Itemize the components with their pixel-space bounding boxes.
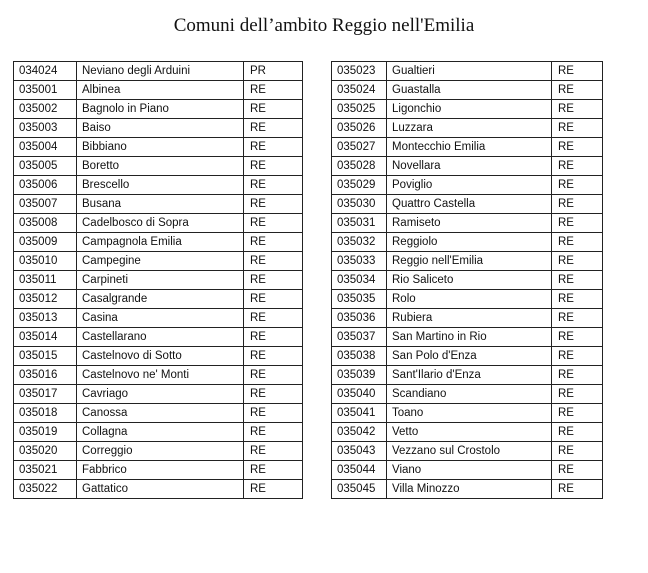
- municipality-name-cell: Toano: [387, 404, 552, 423]
- province-cell: RE: [244, 290, 303, 309]
- province-cell: RE: [244, 366, 303, 385]
- municipality-name-cell: Quattro Castella: [387, 195, 552, 214]
- municipality-name-cell: Collagna: [77, 423, 244, 442]
- province-cell: RE: [552, 328, 603, 347]
- province-cell: RE: [244, 195, 303, 214]
- municipality-name-cell: Gattatico: [77, 480, 244, 499]
- istat-code-cell: 035029: [332, 176, 387, 195]
- province-cell: RE: [552, 195, 603, 214]
- municipality-name-cell: Rolo: [387, 290, 552, 309]
- istat-code-cell: 035037: [332, 328, 387, 347]
- province-cell: RE: [552, 138, 603, 157]
- province-cell: RE: [552, 480, 603, 499]
- province-cell: RE: [552, 252, 603, 271]
- table-row: [332, 252, 603, 271]
- istat-code-cell: 035002: [14, 100, 77, 119]
- province-cell: RE: [552, 385, 603, 404]
- province-cell: RE: [244, 423, 303, 442]
- municipality-name-cell: Gualtieri: [387, 62, 552, 81]
- istat-code-cell: 035032: [332, 233, 387, 252]
- table-row: [332, 119, 603, 138]
- municipality-name-cell: Scandiano: [387, 385, 552, 404]
- province-cell: RE: [552, 100, 603, 119]
- municipality-name-cell: Montecchio Emilia: [387, 138, 552, 157]
- province-cell: RE: [552, 366, 603, 385]
- province-cell: RE: [552, 157, 603, 176]
- province-cell: RE: [552, 347, 603, 366]
- municipality-name-cell: Poviglio: [387, 176, 552, 195]
- province-cell: RE: [552, 461, 603, 480]
- istat-code-cell: 035034: [332, 271, 387, 290]
- table-row: [14, 461, 303, 480]
- municipality-name-cell: Campagnola Emilia: [77, 233, 244, 252]
- table-row: [14, 328, 303, 347]
- table-row: [14, 442, 303, 461]
- istat-code-cell: 035014: [14, 328, 77, 347]
- istat-code-cell: 035009: [14, 233, 77, 252]
- province-cell: RE: [552, 442, 603, 461]
- table-row: [332, 385, 603, 404]
- table-row: [332, 157, 603, 176]
- table-row: [14, 347, 303, 366]
- table-row: [14, 157, 303, 176]
- municipality-name-cell: Busana: [77, 195, 244, 214]
- istat-code-cell: 035013: [14, 309, 77, 328]
- table-row: [332, 480, 603, 499]
- municipality-name-cell: Reggiolo: [387, 233, 552, 252]
- istat-code-cell: 035012: [14, 290, 77, 309]
- province-cell: RE: [244, 233, 303, 252]
- province-cell: RE: [244, 480, 303, 499]
- municipality-name-cell: Villa Minozzo: [387, 480, 552, 499]
- page-title: Comuni dell’ambito Reggio nell'Emilia: [173, 15, 475, 36]
- municipality-name-cell: Campegine: [77, 252, 244, 271]
- municipality-name-cell: Correggio: [77, 442, 244, 461]
- municipality-name-cell: Carpineti: [77, 271, 244, 290]
- istat-code-cell: 035010: [14, 252, 77, 271]
- province-cell: RE: [244, 100, 303, 119]
- province-cell: RE: [244, 442, 303, 461]
- table-row: [14, 385, 303, 404]
- province-cell: RE: [244, 309, 303, 328]
- province-cell: RE: [552, 233, 603, 252]
- table-row: [332, 290, 603, 309]
- province-cell: RE: [244, 347, 303, 366]
- istat-code-cell: 035019: [14, 423, 77, 442]
- istat-code-cell: 035036: [332, 309, 387, 328]
- table-row: [332, 328, 603, 347]
- municipality-name-cell: Ramiseto: [387, 214, 552, 233]
- table-row: [14, 271, 303, 290]
- municipalities-table-right: [331, 61, 603, 499]
- istat-code-cell: 035045: [332, 480, 387, 499]
- istat-code-cell: 035024: [332, 81, 387, 100]
- municipality-name-cell: Castelnovo di Sotto: [77, 347, 244, 366]
- istat-code-cell: 035041: [332, 404, 387, 423]
- istat-code-cell: 035004: [14, 138, 77, 157]
- istat-code-cell: 035042: [332, 423, 387, 442]
- table-row: [14, 195, 303, 214]
- istat-code-cell: 035044: [332, 461, 387, 480]
- province-cell: RE: [552, 271, 603, 290]
- istat-code-cell: 035005: [14, 157, 77, 176]
- province-cell: RE: [244, 385, 303, 404]
- municipality-name-cell: Castellarano: [77, 328, 244, 347]
- municipality-name-cell: Castelnovo ne' Monti: [77, 366, 244, 385]
- table-row: [14, 233, 303, 252]
- istat-code-cell: 034024: [14, 62, 77, 81]
- province-cell: RE: [244, 404, 303, 423]
- province-cell: RE: [244, 81, 303, 100]
- istat-code-cell: 035006: [14, 176, 77, 195]
- table-row: [14, 119, 303, 138]
- table-row: [14, 252, 303, 271]
- province-cell: RE: [552, 309, 603, 328]
- table-row: [332, 442, 603, 461]
- municipality-name-cell: Sant'Ilario d'Enza: [387, 366, 552, 385]
- table-row: [14, 366, 303, 385]
- province-cell: RE: [552, 81, 603, 100]
- table-row: [14, 423, 303, 442]
- istat-code-cell: 035031: [332, 214, 387, 233]
- municipality-name-cell: San Martino in Rio: [387, 328, 552, 347]
- municipality-name-cell: Reggio nell'Emilia: [387, 252, 552, 271]
- table-row: [332, 461, 603, 480]
- table-row: [332, 347, 603, 366]
- table-row: [332, 176, 603, 195]
- table-row: [14, 290, 303, 309]
- istat-code-cell: 035028: [332, 157, 387, 176]
- province-cell: RE: [552, 214, 603, 233]
- table-row: [332, 81, 603, 100]
- municipality-name-cell: Cavriago: [77, 385, 244, 404]
- istat-code-cell: 035025: [332, 100, 387, 119]
- table-row: [332, 423, 603, 442]
- municipality-name-cell: Bibbiano: [77, 138, 244, 157]
- table-row: [332, 195, 603, 214]
- istat-code-cell: 035027: [332, 138, 387, 157]
- municipality-name-cell: Novellara: [387, 157, 552, 176]
- province-cell: RE: [244, 271, 303, 290]
- province-cell: RE: [552, 423, 603, 442]
- istat-code-cell: 035033: [332, 252, 387, 271]
- table-row: [332, 271, 603, 290]
- istat-code-cell: 035022: [14, 480, 77, 499]
- table-row: [332, 233, 603, 252]
- municipality-name-cell: Rubiera: [387, 309, 552, 328]
- table-row: [14, 176, 303, 195]
- table-row: [14, 81, 303, 100]
- municipality-name-cell: Cadelbosco di Sopra: [77, 214, 244, 233]
- municipality-name-cell: Neviano degli Arduini: [77, 62, 244, 81]
- table-row: [14, 309, 303, 328]
- municipality-name-cell: Canossa: [77, 404, 244, 423]
- municipality-name-cell: Brescello: [77, 176, 244, 195]
- table-row: [14, 404, 303, 423]
- table-row: [14, 138, 303, 157]
- municipality-name-cell: Guastalla: [387, 81, 552, 100]
- istat-code-cell: 035021: [14, 461, 77, 480]
- istat-code-cell: 035035: [332, 290, 387, 309]
- istat-code-cell: 035043: [332, 442, 387, 461]
- istat-code-cell: 035020: [14, 442, 77, 461]
- istat-code-cell: 035030: [332, 195, 387, 214]
- province-cell: RE: [244, 461, 303, 480]
- province-cell: RE: [244, 157, 303, 176]
- table-row: [14, 480, 303, 499]
- istat-code-cell: 035003: [14, 119, 77, 138]
- municipality-name-cell: Fabbrico: [77, 461, 244, 480]
- province-cell: RE: [244, 119, 303, 138]
- municipality-name-cell: Bagnolo in Piano: [77, 100, 244, 119]
- municipalities-table-left: [13, 61, 303, 499]
- istat-code-cell: 035001: [14, 81, 77, 100]
- province-cell: RE: [244, 138, 303, 157]
- table-row: [332, 100, 603, 119]
- province-cell: RE: [244, 252, 303, 271]
- province-cell: RE: [552, 404, 603, 423]
- istat-code-cell: 035007: [14, 195, 77, 214]
- table-row: [332, 366, 603, 385]
- istat-code-cell: 035011: [14, 271, 77, 290]
- table-row: [332, 214, 603, 233]
- municipality-name-cell: Ligonchio: [387, 100, 552, 119]
- municipality-name-cell: Vezzano sul Crostolo: [387, 442, 552, 461]
- province-cell: RE: [552, 290, 603, 309]
- province-cell: RE: [552, 176, 603, 195]
- table-row: [14, 62, 303, 81]
- istat-code-cell: 035008: [14, 214, 77, 233]
- municipality-name-cell: Rio Saliceto: [387, 271, 552, 290]
- municipality-name-cell: Luzzara: [387, 119, 552, 138]
- municipality-name-cell: Casalgrande: [77, 290, 244, 309]
- table-row: [14, 214, 303, 233]
- province-cell: RE: [552, 62, 603, 81]
- province-cell: RE: [244, 176, 303, 195]
- table-row: [332, 404, 603, 423]
- istat-code-cell: 035040: [332, 385, 387, 404]
- istat-code-cell: 035018: [14, 404, 77, 423]
- municipality-name-cell: Albinea: [77, 81, 244, 100]
- istat-code-cell: 035015: [14, 347, 77, 366]
- municipality-name-cell: Vetto: [387, 423, 552, 442]
- municipality-name-cell: Casina: [77, 309, 244, 328]
- istat-code-cell: 035023: [332, 62, 387, 81]
- istat-code-cell: 035017: [14, 385, 77, 404]
- table-row: [14, 100, 303, 119]
- province-cell: RE: [552, 119, 603, 138]
- istat-code-cell: 035039: [332, 366, 387, 385]
- municipality-name-cell: San Polo d'Enza: [387, 347, 552, 366]
- table-row: [332, 62, 603, 81]
- municipality-name-cell: Boretto: [77, 157, 244, 176]
- province-cell: RE: [244, 328, 303, 347]
- table-row: [332, 309, 603, 328]
- istat-code-cell: 035026: [332, 119, 387, 138]
- municipality-name-cell: Viano: [387, 461, 552, 480]
- municipality-name-cell: Baiso: [77, 119, 244, 138]
- province-cell: RE: [244, 214, 303, 233]
- province-cell: PR: [244, 62, 303, 81]
- table-row: [332, 138, 603, 157]
- istat-code-cell: 035016: [14, 366, 77, 385]
- istat-code-cell: 035038: [332, 347, 387, 366]
